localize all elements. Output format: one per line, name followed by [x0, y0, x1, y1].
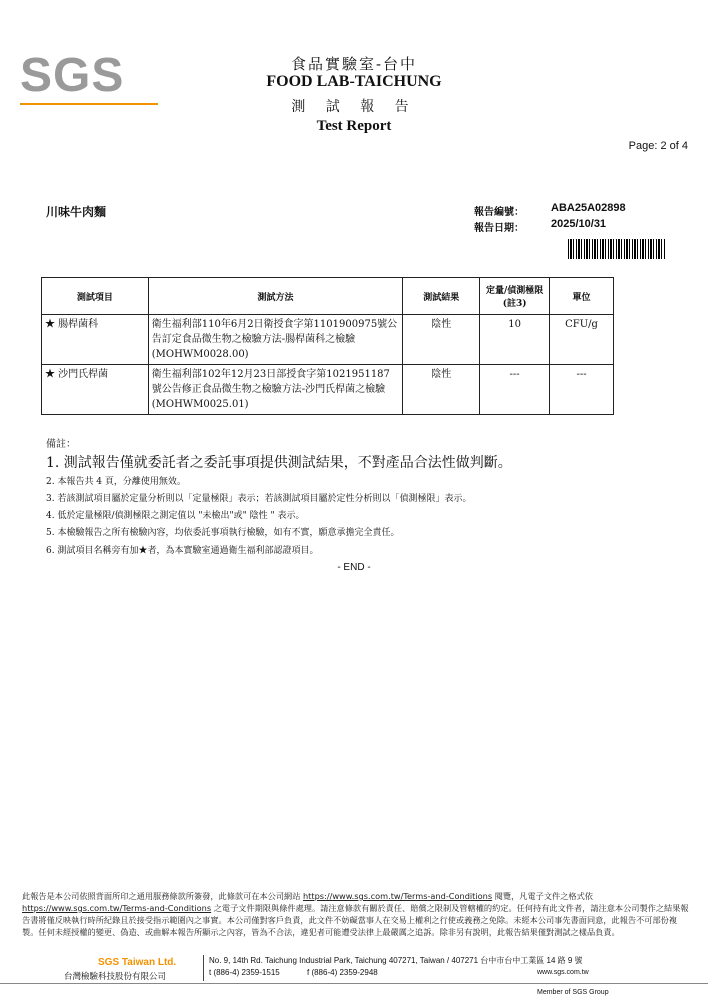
lab-name-en: FOOD LAB-TAICHUNG	[266, 73, 442, 90]
notes-title: 備註：	[46, 439, 76, 450]
product-name: 川味牛肉麵	[46, 205, 107, 219]
note-item: 2. 本報告共 4 頁，分離使用無效。	[46, 477, 186, 487]
table-row	[42, 365, 614, 415]
report-title-en: Test Report	[316, 118, 392, 134]
footer-divider	[203, 955, 204, 981]
report-number: ABA25A02898	[551, 202, 626, 214]
member-of-sgs: Member of SGS Group	[537, 989, 609, 996]
note-item: 5. 本檢驗報告之所有檢驗內容，均依委託事項執行檢驗，如有不實，願意承擔完全責任。	[46, 528, 400, 538]
header-limit: 定量/偵測極限(註3)	[480, 278, 550, 315]
disclaimer	[22, 890, 692, 938]
lab-name-cn: 食品實驗室-台中	[290, 55, 418, 73]
disclaimer-text: 之電子文件期限與條件處理。請注意條款有關於責任、賠償之限制及管轄權的約定。任何持有此文件者，請注意本公司製作之結果報告書將僅反映執行時所紀錄且於接受指示範圍內之事實。本公司僅對客戶負責，此文件不妨礙當事人在交易上權利之行使或義務之免除。未經本公司事先書面同意，此報告不可部份複製。任何未經授權的變更、偽造、或曲解本報告所顯示之內容，皆為不合法，違犯者可能遭受法律上最嚴厲之追訴。除非另有說明，此報告結果僅對測試之樣品負責。	[22, 903, 689, 937]
company-address: No. 9, 14th Rd. Taichung Industrial Park, Taichung 407271, Taiwan / 407271 台中市台中工業區 14 路 9 號	[209, 956, 583, 965]
cell-unit: CFU/g	[550, 315, 614, 365]
end-marker: - END -	[337, 562, 371, 573]
logo-text: SGS	[20, 49, 125, 102]
cell-limit: ---	[480, 365, 550, 415]
cell-result: 陰性	[403, 365, 480, 415]
company-name-cn: 台灣檢驗科技股份有限公司	[64, 972, 167, 982]
page-number: Page: 2 of 4	[628, 140, 688, 152]
terms-link[interactable]: https://www.sgs.com.tw/Terms-and-Conditions	[22, 903, 212, 913]
disclaimer-text: 閱覽，凡電子文件之格式依	[492, 891, 593, 901]
note-item: 3. 若該測試項目屬於定量分析則以「定量極限」表示；若該測試項目屬於定性分析則以「偵測極限」表示。	[46, 494, 472, 504]
cell-limit: 10	[480, 315, 550, 365]
company-website[interactable]: www.sgs.com.tw	[537, 969, 589, 976]
company-phone: t (886-4) 2359-1515	[209, 968, 280, 977]
note-item: 4. 低於定量極限/偵測極限之測定值以 "未檢出"或" 陰性 " 表示。	[46, 511, 305, 521]
cell-item: ★ 沙門氏桿菌	[42, 365, 149, 415]
header-item: 測試項目	[42, 278, 149, 315]
footer-rule	[0, 983, 708, 984]
header-method: 測試方法	[148, 278, 403, 315]
note-item: 6. 測試項目名稱旁有加★者，為本實驗室通過衛生福利部認證項目。	[46, 546, 319, 556]
report-number-label: 報告編號：	[474, 207, 524, 218]
table-header-row	[42, 278, 614, 315]
cell-unit: ---	[550, 365, 614, 415]
company-fax: f (886-4) 2359-2948	[307, 968, 378, 977]
table-row	[42, 315, 614, 365]
cell-result: 陰性	[403, 315, 480, 365]
report-date: 2025/10/31	[551, 218, 607, 230]
cell-item: ★ 腸桿菌科	[42, 315, 149, 365]
report-title-cn: 測 試 報 告	[291, 99, 417, 115]
results-table	[41, 277, 614, 415]
disclaimer-text: 此報告是本公司依照背面所印之通用服務條款所簽發，此條款可在本公司網站	[22, 891, 303, 901]
header-result: 測試結果	[403, 278, 480, 315]
header-unit: 單位	[550, 278, 614, 315]
company-name-en: SGS Taiwan Ltd.	[98, 957, 177, 968]
report-date-label: 報告日期：	[474, 223, 524, 234]
cell-method: 衛生福利部102年12月23日部授食字第1021951187號公告修正食品微生物之檢驗方法-沙門氏桿菌之檢驗(MOHWM0025.01)	[148, 365, 403, 415]
cell-method: 衛生福利部110年6月2日衛授食字第1101900975號公告訂定食品微生物之檢驗方法-腸桿菌科之檢驗(MOHWM0028.00)	[148, 315, 403, 365]
barcode	[568, 239, 666, 259]
terms-link[interactable]: https://www.sgs.com.tw/Terms-and-Conditions	[302, 891, 493, 901]
note-item: 1. 測試報告僅就委託者之委託事項提供測試結果，不對產品合法性做判斷。	[46, 455, 512, 471]
